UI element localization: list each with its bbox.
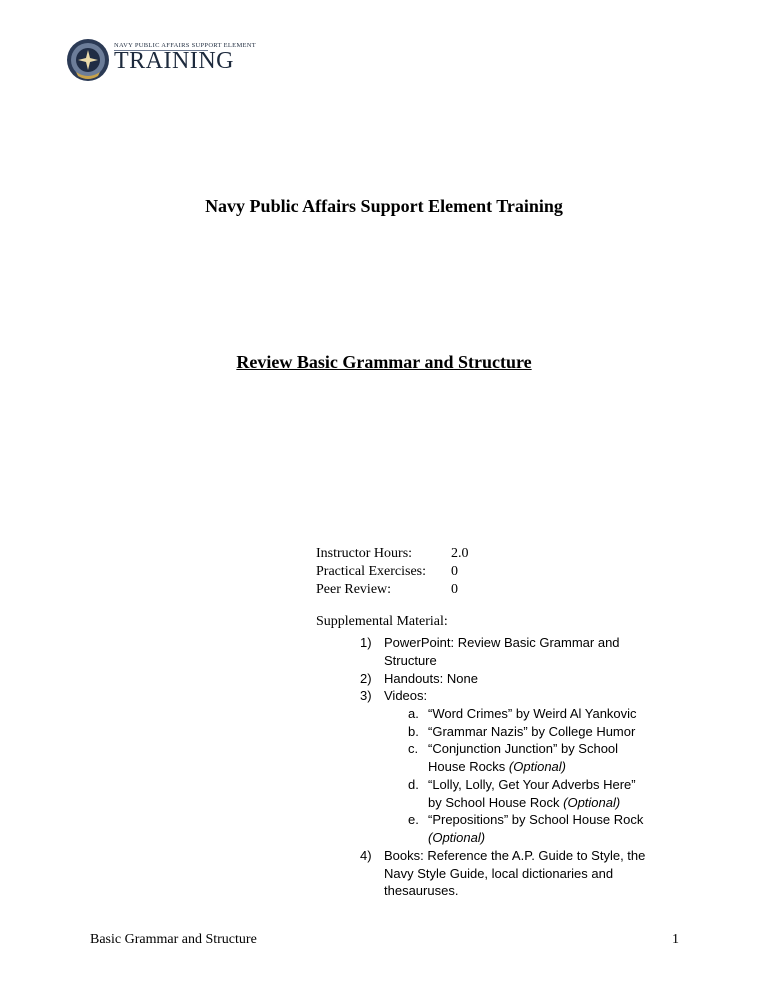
page-number: 1 — [672, 932, 679, 947]
optional-label: (Optional) — [563, 795, 621, 810]
video-letter: e. — [408, 812, 419, 827]
video-item-line — [428, 794, 620, 812]
optional-label: (Optional) — [508, 759, 566, 774]
video-letter: d. — [408, 777, 419, 792]
instructor-hours-row — [316, 546, 469, 562]
list-item-line: Navy Style Guide, local dictionaries and — [384, 866, 614, 881]
practical-exercises-value: 0 — [451, 564, 458, 579]
list-number: 3) — [360, 688, 372, 703]
navy-seal-icon — [66, 38, 110, 82]
video-item-line: “Grammar Nazis” by College Humor — [428, 724, 636, 739]
document-title: Navy Public Affairs Support Element Training — [205, 196, 563, 216]
list-item-line: Videos: — [384, 688, 428, 703]
video-letter: b. — [408, 724, 419, 739]
video-item-line — [428, 758, 566, 776]
practical-exercises-row — [316, 564, 458, 580]
practical-exercises-label: Practical Exercises: — [316, 564, 427, 579]
logo-big-text: TRAINING — [114, 48, 234, 74]
peer-review-label: Peer Review: — [316, 582, 392, 597]
list-number: 2) — [360, 671, 372, 686]
peer-review-value: 0 — [451, 582, 458, 597]
document-subtitle — [0, 352, 768, 373]
logo-small-text: NAVY PUBLIC AFFAIRS SUPPORT ELEMENT — [114, 42, 257, 49]
document-subtitle-text: Review Basic Grammar and Structure — [236, 352, 532, 372]
video-item-line: “Prepositions” by School House Rock — [428, 812, 644, 827]
peer-review-row — [316, 582, 458, 598]
video-item-line: “Lolly, Lolly, Get Your Adverbs Here” — [428, 777, 636, 792]
optional-label: (Optional) — [428, 830, 486, 845]
supplemental-heading: Supplemental Material: — [316, 614, 448, 629]
list-item-line: Books: Reference the A.P. Guide to Style, the — [384, 848, 646, 863]
video-item-text: House Rocks — [428, 759, 509, 774]
video-item-line: “Word Crimes” by Weird Al Yankovic — [428, 706, 637, 721]
list-item-line: Structure — [384, 653, 437, 668]
video-letter: c. — [408, 741, 419, 756]
training-logo — [66, 36, 257, 84]
instructor-hours-label: Instructor Hours: — [316, 546, 413, 561]
video-letter: a. — [408, 706, 419, 721]
instructor-hours-value: 2.0 — [451, 546, 469, 561]
list-number: 4) — [360, 848, 372, 863]
list-item-line: Handouts: None — [384, 671, 478, 686]
list-item-line: thesauruses. — [384, 883, 459, 898]
list-number: 1) — [360, 635, 372, 650]
footer-title: Basic Grammar and Structure — [90, 932, 257, 947]
video-item-text: by School House Rock — [428, 795, 564, 810]
video-item-line: “Conjunction Junction” by School — [428, 741, 619, 756]
list-item-line: PowerPoint: Review Basic Grammar and — [384, 635, 620, 650]
